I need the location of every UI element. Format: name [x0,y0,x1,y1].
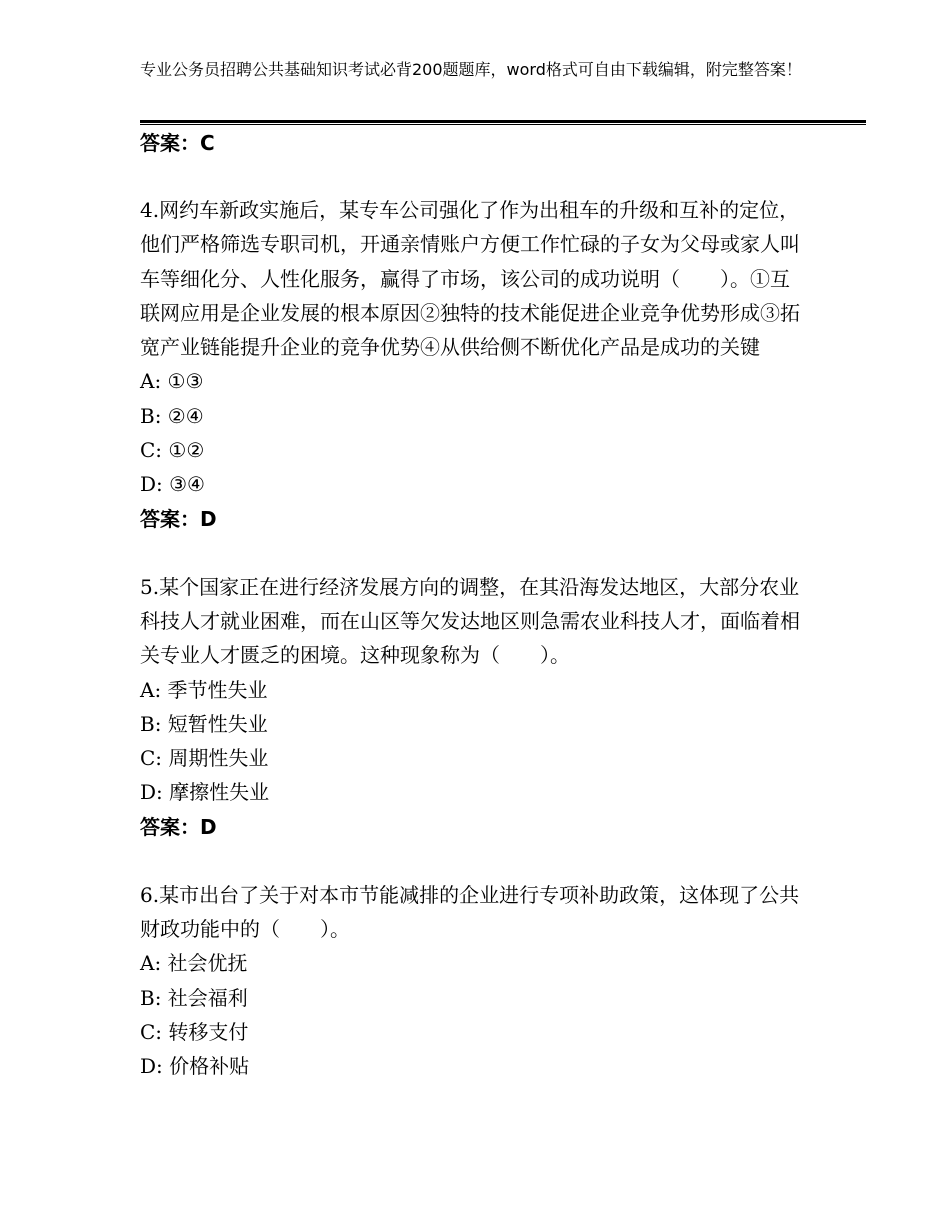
option-d: D: ③④ [140,472,205,497]
question-list [140,193,800,1118]
question-text: 4.网约车新政实施后，某专车公司强化了作为出租车的升级和互补的定位，他们严格筛选专职司机，开通亲情账户方便工作忙碌的子女为父母或家人叫车等细化分、人性化服务，赢得了市场，该公司的成功说明（ ）。①互联网应用是企业发展的根本原因②独特的技术能促进企业竞争优势形成③拓宽产业链能提升企业的竞争优势④从供给侧不断优化产品是成功的关键 [140,198,800,360]
question-text: 5.某个国家正在进行经济发展方向的调整，在其沿海发达地区，大部分农业科技人才就业困难，而在山区等欠发达地区则急需农业科技人才，面临着相关专业人才匮乏的困境。这种现象称为（ ）。 [140,574,800,668]
page-header: 专业公务员招聘公共基础知识考试必背200题题库，word格式可自由下载编辑，附完整答案！ [140,60,802,79]
header-divider [140,120,866,125]
question-4 [140,193,800,536]
option-b: B: 社会福利 [140,985,248,1010]
option-d: D: 摩擦性失业 [140,780,270,805]
option-a: A: 季节性失业 [140,677,268,702]
option-b: B: 短暂性失业 [140,711,268,736]
question-5 [140,570,800,844]
option-a: A: ①③ [140,369,204,394]
answer: 答案：D [140,506,217,531]
option-c: C: 转移支付 [140,1019,249,1044]
answer-previous-question: 答案：C [140,131,215,155]
option-b: B: ②④ [140,403,204,428]
question-6 [140,878,800,1084]
option-c: C: ①② [140,438,205,463]
option-a: A: 社会优抚 [140,951,248,976]
question-text: 6.某市出台了关于对本市节能减排的企业进行专项补助政策，这体现了公共财政功能中的（ ）。 [140,882,800,942]
option-d: D: 价格补贴 [140,1054,250,1079]
answer: 答案：D [140,814,217,839]
option-c: C: 周期性失业 [140,746,269,771]
